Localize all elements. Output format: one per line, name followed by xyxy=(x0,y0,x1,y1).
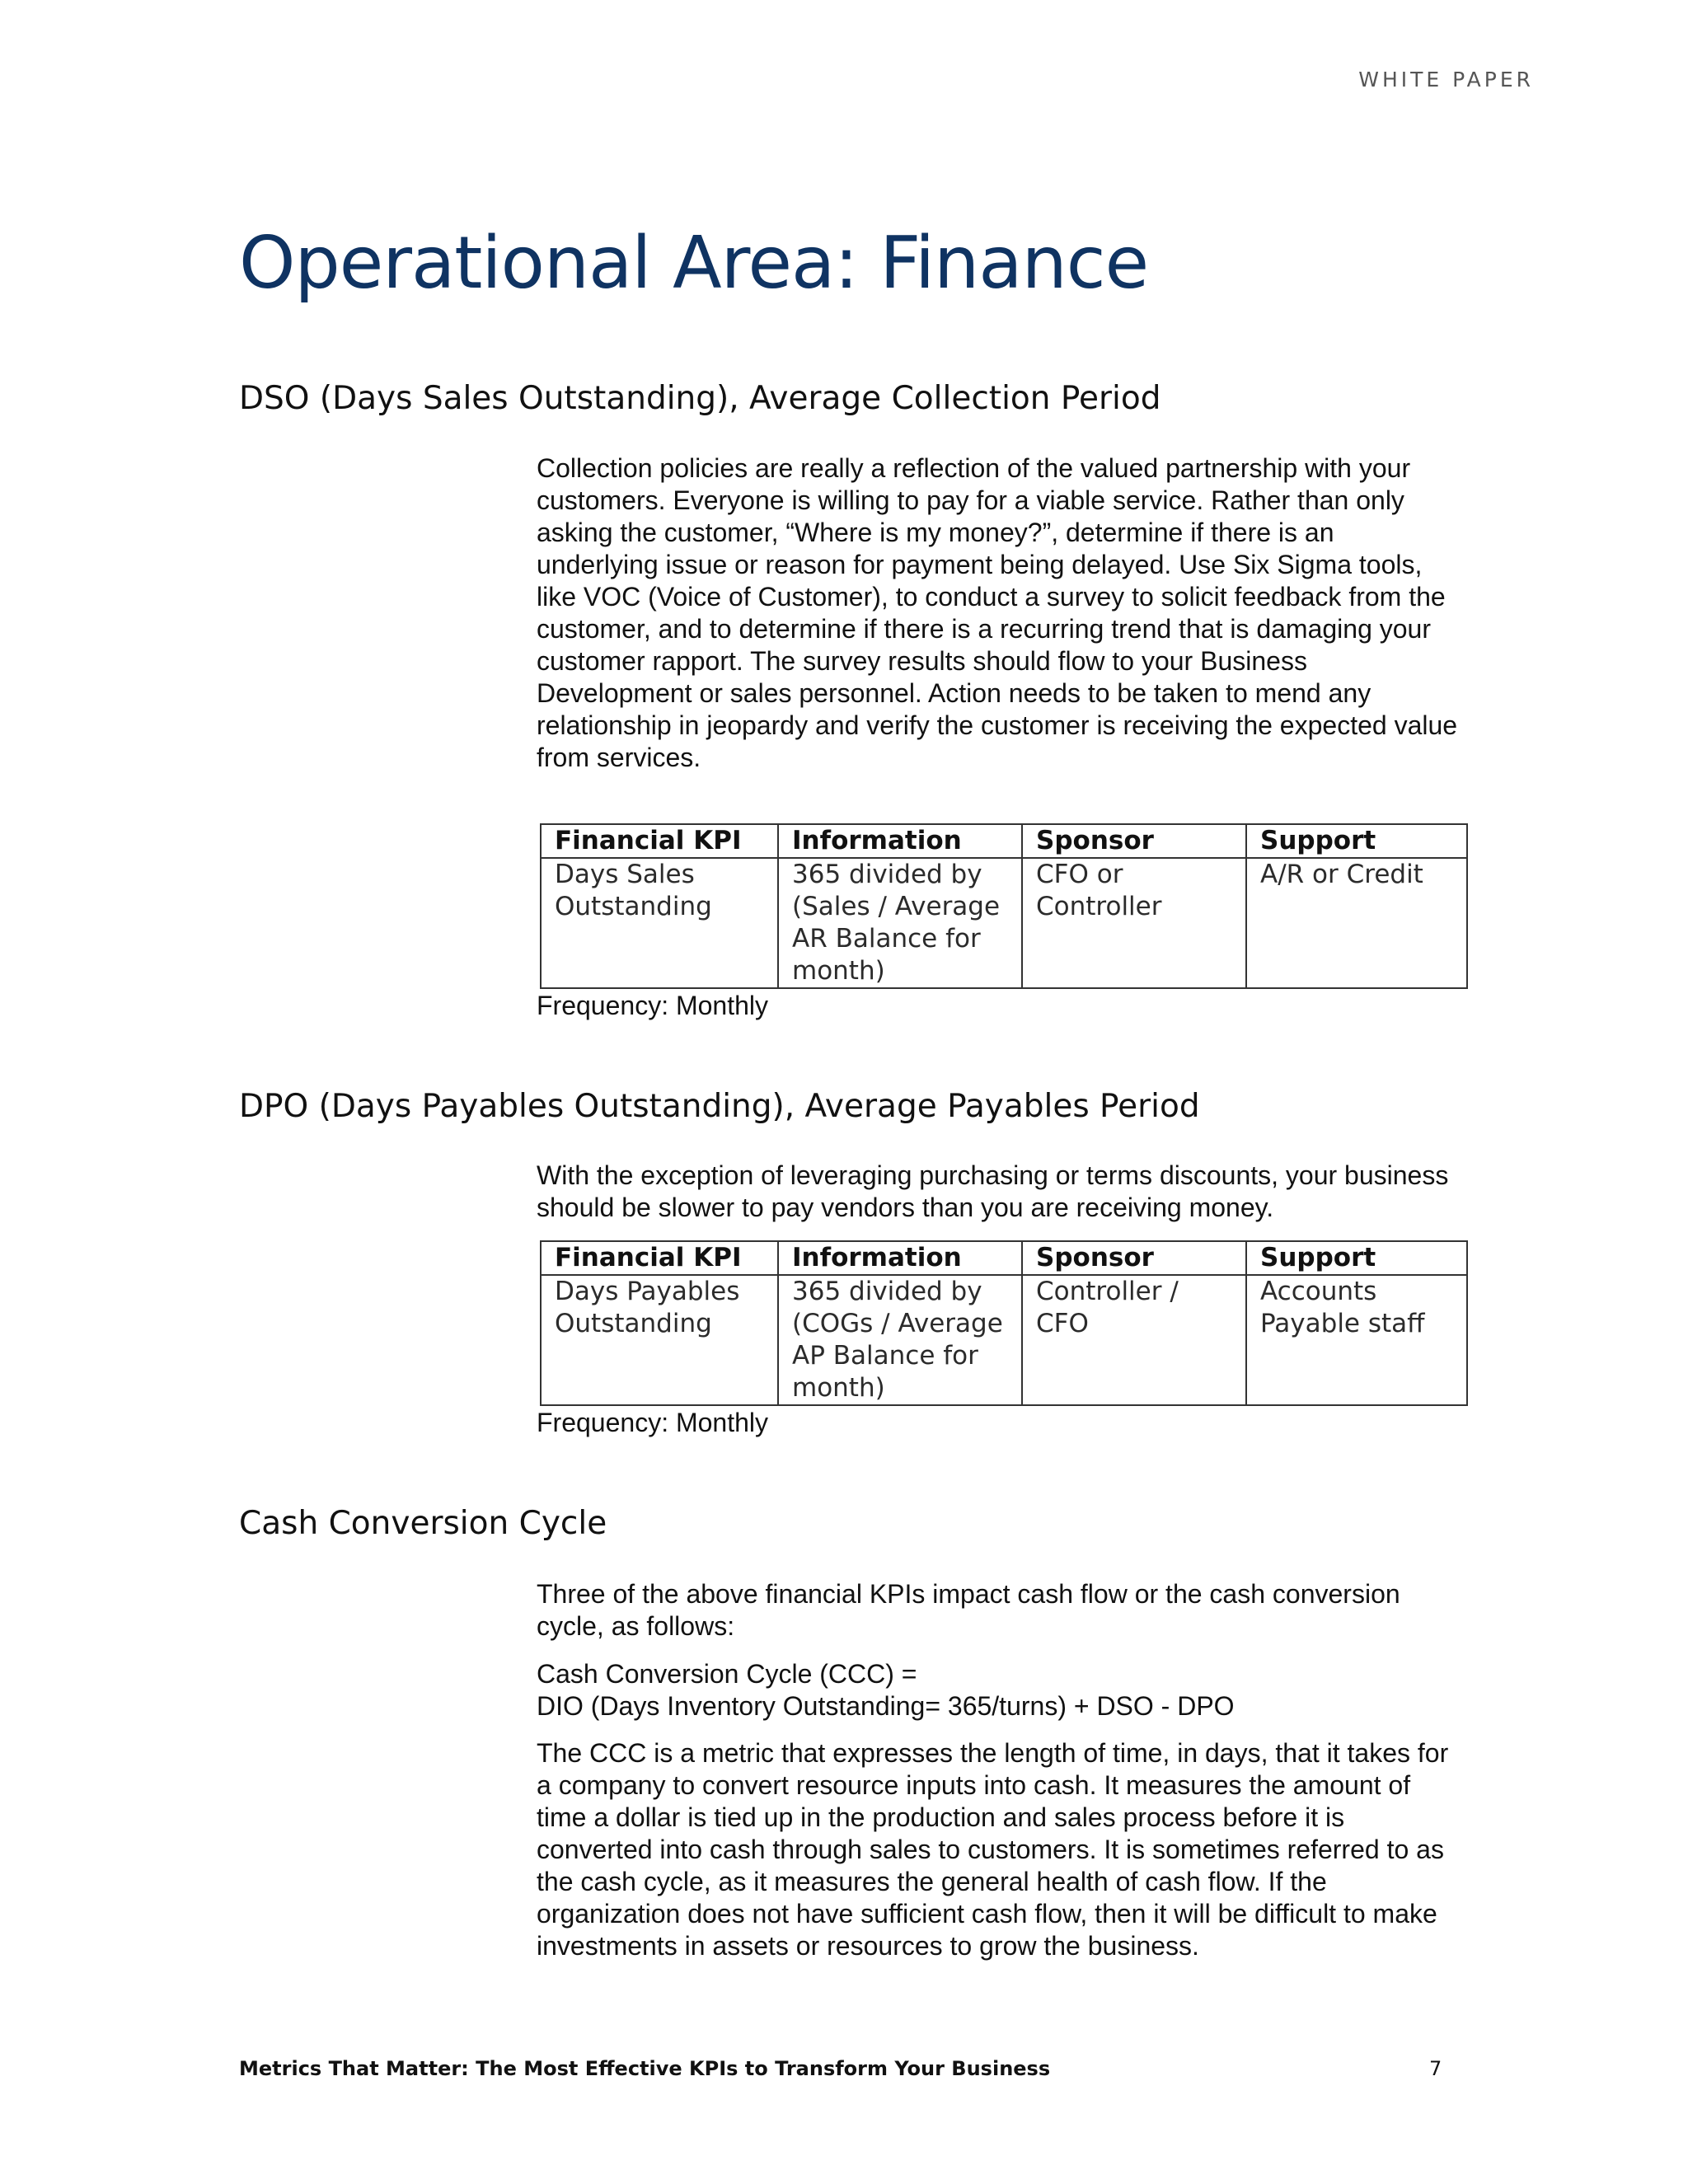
ccc-body-paragraph: The CCC is a metric that expresses the length of time, in days, that it takes for a company to convert resource inputs into cash. It measures the amount of time a dollar is tied up in the production and sales process before it is converted into cash through sales to customers. It is sometimes referred to as the cash cycle, as it measures the general health of cash flow. If the organization does not have sufficient cash flow, then it will be difficult to make investments in assets or resources to grow the business. xyxy=(537,1738,1449,1961)
table-cell: 365 divided by (COGs / Average AP Balance for month) xyxy=(778,1275,1022,1405)
page-title: Operational Area: Finance xyxy=(239,221,1149,305)
ccc-formula-line-2: DIO (Days Inventory Outstanding= 365/turns) + DSO - DPO xyxy=(537,1691,1235,1721)
dso-paragraph: Collection policies are really a reflection of the valued partnership with your customers. Everyone is willing to pay for a viable service. Rather than only asking the customer, “Where is my money?”, determine if there is an underlying issue or reason for payment being delayed. Use Six Sigma tools, like VOC (Voice of Customer), to conduct a survey to solicit feedback from the customer, and to determine if there is a recurring trend that is damaging your customer rapport. The survey results should flow to your Business Development or sales personnel. Action needs to be taken to mend any relationship in jeopardy and verify the customer is receiving the expected value from services. xyxy=(537,453,1458,772)
table-cell: Days Sales Outstanding xyxy=(541,858,778,988)
table-cell: 365 divided by (Sales / Average AR Balance for month) xyxy=(778,858,1022,988)
section-heading-dso: DSO (Days Sales Outstanding), Average Collection Period xyxy=(239,380,1161,417)
table-header-cell: Support xyxy=(1246,1241,1467,1275)
dpo-kpi-table xyxy=(540,1240,1468,1406)
table-header-cell: Information xyxy=(778,1241,1022,1275)
table-cell: A/R or Credit xyxy=(1246,858,1467,988)
footer-title: Metrics That Matter: The Most Effective KPIs to Transform Your Business xyxy=(239,2057,1051,2080)
table-header-cell: Financial KPI xyxy=(541,1241,778,1275)
page-number: 7 xyxy=(1429,2057,1442,2080)
table-row xyxy=(541,858,1467,988)
table-cell: Controller / CFO xyxy=(1022,1275,1246,1405)
table-header-row xyxy=(541,824,1467,858)
dso-frequency: Frequency: Monthly xyxy=(537,991,769,1020)
table-cell: Days Payables Outstanding xyxy=(541,1275,778,1405)
ccc-formula-line-1: Cash Conversion Cycle (CCC) = xyxy=(537,1659,917,1689)
section-heading-dpo: DPO (Days Payables Outstanding), Average Payables Period xyxy=(239,1088,1200,1125)
table-header-cell: Support xyxy=(1246,824,1467,858)
table-header-cell: Sponsor xyxy=(1022,824,1246,858)
dpo-paragraph: With the exception of leveraging purchasing or terms discounts, your business should be slower to pay vendors than you are receiving money. xyxy=(537,1160,1449,1222)
table-row xyxy=(541,1275,1467,1405)
table-cell: CFO or Controller xyxy=(1022,858,1246,988)
section-heading-ccc: Cash Conversion Cycle xyxy=(239,1505,607,1542)
ccc-intro-paragraph: Three of the above financial KPIs impact cash flow or the cash conversion cycle, as follows: xyxy=(537,1579,1400,1641)
table-header-cell: Sponsor xyxy=(1022,1241,1246,1275)
dso-kpi-table xyxy=(540,823,1468,989)
table-header-row xyxy=(541,1241,1467,1275)
header-label: WHITE PAPER xyxy=(1358,68,1534,91)
table-header-cell: Financial KPI xyxy=(541,824,778,858)
dpo-frequency: Frequency: Monthly xyxy=(537,1408,769,1437)
table-cell: Accounts Payable staff xyxy=(1246,1275,1467,1405)
table-header-cell: Information xyxy=(778,824,1022,858)
